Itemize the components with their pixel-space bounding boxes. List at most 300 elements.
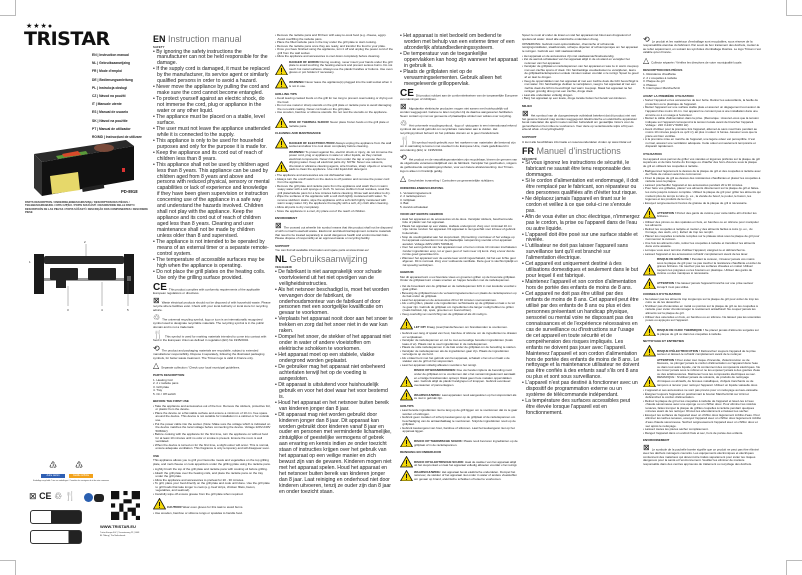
subsection-heading: GRILLING TIPS <box>275 91 297 96</box>
list-item: 3. Grill plate <box>153 384 170 389</box>
list-item: • Use wooden, bamboo or silicone utensils. Do not rest the utensils on the appliance. <box>275 111 393 115</box>
warning-label: WARNING! <box>289 149 305 154</box>
instruction-list <box>153 379 271 397</box>
warning-triangle-icon <box>643 278 657 290</box>
list-item: • This appliance is only to be used for household purposes and only for the purpose it is made for. <box>153 139 271 151</box>
warning-block <box>643 325 761 337</box>
warning-text <box>657 282 761 289</box>
column-nl-fr <box>522 34 640 417</box>
list-item: 5. On / Off switch <box>153 391 176 396</box>
warning-block <box>643 359 761 387</box>
symbol-icon: △ <box>400 174 407 184</box>
warning-text <box>414 440 518 447</box>
subsection-heading: NETTOYAGE ET ENTRETIEN <box>643 339 684 344</box>
list-item: • L'utilisateur ne doit pas laisser l'appareil sans surveillance tant qu'il est branché sur l'alimentation électrique. <box>522 244 640 262</box>
list-item: • Haal het apparaat en de accessoires uit de doos. Verwijder stickers, beschermende folie of plastic van het apparaat. <box>400 218 518 225</box>
recycle-icon: ♳ <box>75 460 84 470</box>
warning-block <box>275 117 393 129</box>
company-address: Tristar Europe B.V. | Tramsteeweg 22 | 5048 BL Tilburg | The Netherlands <box>100 532 140 537</box>
warning-label: ATTENTION ! <box>657 281 676 286</box>
website-url: WWW.TRISTAR.EU <box>100 524 136 529</box>
list-item: • Veeg de oppervlakken van het apparaat af met een zachte doek die licht bevochtigd is met water. Om hardnekkige vlekken te verwijderen, veegt u het apparaat af met een zachte doek die licht is bevochtigd met warm zeepsop. Maak het apparaat na het reinigen grondig droog met een zachte, droge doek. <box>522 80 640 94</box>
warning-triangle-icon <box>643 345 657 357</box>
warning-triangle-icon <box>275 64 289 76</box>
list-item: • Afin de vous éviter un choc électrique, n'immergez pas le cordon, la prise ou l'appareil dans de l'eau ou autre liquide. <box>522 215 640 233</box>
list-item: • Gebruik een tang of spatel van hout, bamboe of silicone om de ingrediënten te draaien en verplaatsen. <box>400 332 518 339</box>
warning-block <box>643 207 761 219</box>
warning-triangle-icon <box>275 77 289 89</box>
warning-text <box>657 212 761 219</box>
subsection-heading: GRILTIPS <box>400 403 414 408</box>
warning-triangle-icon <box>400 318 414 330</box>
list-item: • Remove the raclette pans once they are ready, and transfer the food to your plate. <box>275 45 393 49</box>
list-item: • Vet de bovenkant van de grillplaat en de raclettepannen licht in met kookolie voordat u gaat grillen. <box>400 285 518 292</box>
symbol-note <box>400 120 518 135</box>
list-item: • Plaats de grillplaten niet op de verwarmingselementen. Gebruik alleen het meegeleverde grilloppervlak. <box>400 70 518 88</box>
list-item: • By ignoring the safety instructions the manufacturer can not be held responsible for the damage. <box>153 50 271 68</box>
symbol-icon: ⟲ <box>153 343 160 353</box>
list-item: • When the device is turned on for the first time, a slight odour will occur. This is normal, ensure adequate ventilation. This fragrance is only temporary and will disappear soon. <box>153 444 271 451</box>
list-item: • Als het netsnoer beschadigd is, moet het worden vervangen door de fabrikant, de onderhoudsmonteur van de fabrikant of door personen met een soortgelijke kwalificatie om gevaar te voorkomen. <box>275 288 393 318</box>
warning-triangle-icon <box>400 456 414 468</box>
tuv-seal-icon <box>84 493 93 502</box>
list-item: • Mettez l'appareil sur une surface stable plate et assurez un dégagement tout autour de l'appareil d'au moins 10 cm. Cet appareil ne convient pas à une installation dans une armoire ou à un usage à l'extérieur. <box>643 106 761 117</box>
symbol-note <box>153 331 271 343</box>
warning-body: Haal de stekker van het apparaat altijd uit het stopcontact en laat het apparaat volledig afkoelen voordat u het reinigt. <box>414 459 518 468</box>
instruction-list <box>643 389 761 435</box>
instruction-list <box>153 405 271 451</box>
symbol-icon: ⊠ <box>400 102 407 112</box>
list-item: • Place the filled raclette pans in the tray under the grill plate to start cooking. <box>275 41 393 45</box>
symbol-icon: CE <box>400 87 414 99</box>
language-item: ES | Manual de usuario <box>92 110 129 115</box>
list-item: • Het apparaat moet op een stabiele, vlakke ondergrond worden geplaatst. <box>275 353 393 365</box>
paragraph: This appliance allows you to grill your favourite meats and vegetables on the top grilling plate, and melt cheese or cook appetizers under the grilling plate using the raclette pans. <box>153 458 271 466</box>
recycle-icon: ♳ <box>49 460 58 470</box>
warning-triangle-icon <box>275 137 289 149</box>
list-item: • Lorsque vous avez terminé d'utiliser l'appareil, éteignez-le et débranchez-le. <box>643 249 761 253</box>
language-list <box>92 51 142 141</box>
symbol-icon: ⊠ <box>153 296 160 306</box>
paragraph: You can find all available information and spare parts at www.tristar.eu! <box>275 248 369 253</box>
warning-text <box>657 359 761 387</box>
list-item: 2. 2 x coupelles à raclette <box>643 75 678 80</box>
crop-mark <box>786 560 802 561</box>
list-item: • Allow the appliance and accessories to cool down completely before cleaning. <box>275 55 393 59</box>
list-item: • Laissez l'appareil et les accessoires refroidir complètement avant de les laver. <box>643 253 761 257</box>
language-code: NL <box>275 254 287 265</box>
list-item: • Avoid leaving cooked foods on the grill for too long to prevent overcooking or drying out the food. <box>275 97 393 104</box>
list-item: • The appliance must be placed on a stable, level surface. <box>153 115 271 127</box>
warning-text <box>289 151 393 172</box>
list-item: • Voor het eerst gebruik van het apparaat moet u het ten minste 10 minuten inschakelen zonder ingrediënten erop, tot er geen geur of rook meer vrij komt. Zorg ervoor dat de ruimte goed geventileerd is. <box>400 246 518 257</box>
symbol-text: Het symbool van de doorgestreepte vuilnisbak betekent dat dit product niet met het gewone huisvuil mag worden weggegooid. Elektronische en elektrische apparatuur bevat materialen die apart moeten worden behandeld om gevaarlijke risico's voor de gezondheid en het milieu te voorkomen. Voer deze op verantwoorde wijze af bij een erkend afval- of recyclingbedrijf. <box>522 113 638 132</box>
list-item: 4. Tray <box>153 388 163 393</box>
instruction-list <box>400 409 518 434</box>
warning-text <box>414 369 518 387</box>
warning-label: RISQUE D'ÉLECTROCUTION ! <box>657 348 700 353</box>
warning-label: WARNING! <box>289 80 305 85</box>
instruction-list <box>400 192 518 210</box>
warning-body: To protect against fire, electric shock or injury, do not immerse the power cord, plug or appliance in water or other liquids, as they contain electrical components. Never rinse them under the tap or expose them to dripping water. Keep all electrical parts dry. NOTE: Never use solvents, chemical or abrasive cleaning agents, wire brushes, sharp objects or scouring pads to clean the appliance. Use mild liquid dish detergent. <box>289 149 393 172</box>
language-item: IT | Manuale utente <box>92 102 122 107</box>
subheading: VEILIGHEID <box>275 265 292 270</box>
paragraph: OPMERKING: Gebruik nooit oplosmiddelen, chemische of schurende reinigingsmiddelen, staalborstels, scherpe objecten of schuursponsjes om het apparaat te reinigen. Gebruik een mild vaatwasmiddel. <box>522 41 638 53</box>
subsection-heading: UTILISATION <box>643 152 662 157</box>
manual-title: Gebruiksaanwijzing <box>289 254 368 265</box>
warning-text <box>289 81 393 88</box>
symbol-icon: ⊠ <box>522 108 529 118</box>
recycle-label-blue: Autre carton <box>41 474 65 478</box>
parts-description-header: PARTS DESCRIPTION / ONDERDELENBESCHRIJVING / DESCRIPTION DES PIÈCES / TEILEBESCHREIBUNG / OPIS CZĘŚCI / POPIS SOUČÁSTÍ / DESCRIZIONE DELLE PARTI / DESCRIPCIÓN DE LAS PIEZAS / POPIS SÚČASTÍ / DESCRIÇÃO DOS COMPONENTES / DESCRIERE PIESE <box>25 201 148 215</box>
list-item: • Houd het apparaat en het netsnoer buiten bereik van kinderen jonger dan 8 jaar. <box>275 401 393 413</box>
subsection-heading: REINIGING EN ONDERHOUD <box>400 450 442 455</box>
warning-label: RISQUE DE BRÛLURE ! <box>657 257 691 262</box>
warning-body: Doe uw handen tijdens de bereiding nooit onder de grillplaat om te voorkomen dat u het verwarmingselement aanraakt en ernstige brandwonden oploopt. Raak geen hete metalen oppervlakken aan. Gebruik altijd de plastic handgrepen of knoppen. Gebruik eventueel ovenwanten of pannenlappen. <box>414 368 516 387</box>
warning-body: Always unplug the appliance from the wall socket and allow it to cool down completely before cleaning. <box>289 140 392 149</box>
list-item: • The user must not leave the appliance unattended while it is connected to the supply. <box>153 127 271 139</box>
crop-mark <box>786 0 787 16</box>
list-item: • Remove the grill plate and raclette pans from the appliance and wash them in warm soapy water with a soft sponge or cloth. To remove stubborn food residues, soak the grill plate/raclette pans for a few minutes before cleaning. Rinse well and allow to dry. <box>275 185 393 196</box>
list-item: 3. Plaque de gril <box>643 79 665 84</box>
recycle-note: Emballage recyclable. Triez vos emballages / Consultez les consignes de tri de votre commune <box>33 480 109 482</box>
list-item: • Verplaats het apparaat nooit door aan het snoer te trekken en zorg dat het snoer niet in de war kan raken. <box>275 317 393 335</box>
symbol-text: Le symbole de la poubelle barrée signifie que ce produit ne peut pas être éliminé avec les déchets ménagers courants. Les équipements électroniques et électriques contiennent des matériaux qui doivent être traités séparément pour éviter les risques dangereux pour la santé et l'environnement. Veuillez les éliminer de manière responsable dans des centres approuvés de traitement ou recyclage des déchets. <box>643 447 759 466</box>
symbol-text: Het universele recyclingsymbool, -logo of -pictogram is een internationaal erkend symbool dat wordt gebruikt om recyclebare materialen aan te duiden. Het recyclingsymbool behoort tot het publieke domein en is geen handelsmerk. <box>400 123 517 135</box>
warning-block <box>275 137 393 149</box>
warning-text <box>289 61 393 75</box>
symbol-note <box>153 362 271 370</box>
list-item: • Berg het apparaat op een koele, droge locatie buiten het bereik van kinderen. <box>522 97 640 101</box>
list-item: • Verwijder de raclettepannen als de ingrediënten gaar zijn. Plaats de ingrediënten vervolgens op uw bord. <box>400 350 518 357</box>
warning-block <box>400 389 518 401</box>
instruction-list <box>643 221 761 256</box>
list-item: • Ne déplacez jamais l'appareil en tirant sur le cordon et veillez à ce que celui-ci ne s'enroule pas. <box>522 197 640 215</box>
section-heading <box>522 146 640 156</box>
symbol-icon: ♲ <box>153 313 161 323</box>
warning-label: ATTENTION ! <box>657 210 676 215</box>
symbol-note <box>643 444 761 466</box>
list-item: 5. Aan/uit-schakelaar <box>400 204 429 209</box>
symbol-text: This product complies with conformity requirements of the applicable European regulations or directives. <box>153 287 260 295</box>
list-item: • Plaats het apparaat op een vlakke, stabiele ondergrond. Zorg voor minimaal 10 cm vrije ruimte rondom het apparaat. Dit apparaat is niet geschikt voor inbouw of gebruik buitenshuis. <box>400 225 518 236</box>
manual-title: Manuel d'instructions <box>536 145 621 156</box>
list-item: • Dit apparaat is uitsluitend voor huishoudelijk gebruik en voor het doel waar het voor bestemd is. <box>275 383 393 401</box>
list-item: • Placez les coupelles à raclette remplies sur le plateau situé sous la plaque de gril pour commencer la cuisson. <box>643 235 761 242</box>
list-item: • De temperatuur van de toegankelijke oppervlakken kan hoog zijn wanneer het apparaat in gebruik is. <box>400 52 518 70</box>
list-item: • Als u klaar bent met het gebruik van het apparaat, schakelt u het uit en haalt u de stekker van de grill uit het stopcontact. <box>400 357 518 364</box>
warning-block <box>275 77 393 89</box>
symbol-text: Afgedankte elektrische producten mogen niet samen met huishoudelijk vuil worden weggegooid. Gelieve te laten recyclen bij de daartoe aangewezen faciliteiten. Neem contact op met uw gemeente of plaatselijke winkel voor advies over recycling. <box>400 106 514 118</box>
warning-block <box>275 61 393 75</box>
warning-block <box>400 470 518 482</box>
warning-triangle-icon <box>643 264 657 276</box>
symbol-note <box>275 222 393 241</box>
symbol-text: Dit product voldoet aan de conformiteitseisen van de toepasselijke Europese verordeningen of richtlijnen. <box>400 93 518 101</box>
subheading: SÉCURITÉ <box>522 156 537 161</box>
symbol-note <box>522 110 640 132</box>
manual-title: Instruction manual <box>168 34 242 44</box>
list-item: • Het apparaat is niet bedoeld om bediend te worden met behulp van een externe timer of een afzonderlijk afstandbedieningssysteem. <box>400 34 518 52</box>
warning-triangle-icon <box>275 117 289 129</box>
list-item: • Once you have finished using the appliance, turn it off and unplug the power cord of the grill from the wall socket. <box>275 48 393 55</box>
list-item: • Attach the grill plate over the heating coils, and place the raclette pans on the tray under the grill plate. <box>153 472 271 479</box>
warning-text <box>414 394 518 401</box>
list-item: • Stop de voedingskabel aan het stopcontact. (Opmerking: controleer of het voltage op het apparaat overeenkomt met de plaatselijke netspanning voordat u het apparaat aansluit. Voltage 220V-240V 50/60Hz) <box>400 236 518 247</box>
list-item: • Sortez l'appareil et les accessoires de leur boîte. Retirez les autocollants, la feuille de protection ou le plastique de l'appareil. <box>643 99 761 106</box>
warning-triangle-icon <box>275 161 289 173</box>
warning-body: Ne laissez jamais l'appareil branché sur une prise secteur lorsqu'il n'est pas utilisé. <box>657 281 754 289</box>
paragraph: U kunt alle beschikbare informatie en reserveonderdelen vinden op www.tristar.eu! <box>522 139 632 144</box>
warning-label: DANGER OF BURNS! <box>289 59 320 64</box>
warning-text <box>657 350 761 357</box>
list-item: • Do not use metal or sharp utensils on the grill plate or raclette pans to avoid damaging the non-stick coating. Never cut foods on the grill plate. <box>275 104 393 111</box>
food-safe-icon: 🍴 <box>64 491 76 501</box>
instruction-list <box>400 332 518 367</box>
triman-info-icon <box>30 510 82 524</box>
symbol-note <box>153 314 271 329</box>
list-item: • De gebruiker mag het apparaat niet onbeheerd achterlaten terwijl het op de voeding is aangesloten. <box>275 365 393 383</box>
language-code: EN <box>153 34 166 44</box>
column-fr <box>643 34 761 468</box>
warning-block <box>153 498 271 510</box>
paragraph: Cet appareil vous permet de griller vos viandes et légumes préférés sur la plaque de gril supérieure et de faire fondre du fromage ou chauffer des hors-d'œuvre sous la plaque de gril en utilisant les coupelles à raclette. <box>643 156 760 168</box>
list-item: • Keep the appliance and its cord out of reach of children less than 8 years. <box>153 151 271 163</box>
list-item: • Fixez la plaque de gril au-dessus des résistances chauffantes et placez les coupelles à raclette sous la plaque. <box>643 177 761 184</box>
symbol-text: Separate collection / Check your local municipal guidelines. <box>161 365 241 370</box>
triman-info-icon <box>30 530 82 544</box>
list-item: • Allow all parts to dry completely. <box>275 206 393 210</box>
list-item: • Ne laissez pas les aliments trop longtemps sur la plaque de gril pour éviter de trop les cuire ou de les dessécher. <box>643 298 761 305</box>
subsection-heading: ENVIRONNEMENT <box>643 438 670 443</box>
section-heading <box>153 34 271 44</box>
list-item: 1. Résistance chauffante <box>643 72 676 77</box>
crop-mark <box>15 560 16 575</box>
list-item: • Verwijder de grillplaat en raclettepannen van het apparaat en was ze in warm zeepsop met een zachte spons of doek. Om hardnekkige voedselresten te verwijderen, laat u de grillplaat/raclettepannen enkele minuten weken voordat u ze reinigt. Spoel ze goed af en laat ze drogen. <box>522 65 640 79</box>
weee-bin-icon: ⊠ <box>29 491 37 501</box>
safety-list <box>275 270 393 496</box>
list-item: • Remove the raclette pans and fill them with easy-to-cook food (e.g. cheese, eggs). Avoid overfilling the raclette pans. <box>275 34 393 41</box>
list-item: • Retirez la plaque de gril et les coupelles à raclette de l'appareil et lavez-les à l'eau chaude savonneuse avec une éponge ou un chiffon doux. Pour éliminer les résidus tenaces, faites tremper la plaque de gril/les coupelles à raclette pendant quelques minutes avant de les nettoyer. Rincez-les abondamment et laissez-les sécher. <box>643 400 761 414</box>
paragraph: Met dit apparaat kunt u uw favoriete vlees en groenten grillen op de bovenste grillplaat. Onder de grillplaat kunt u kaas smelten en hapjes bereiden met de raclettepannen. <box>400 274 516 283</box>
warning-label: WAARSCHUWING: <box>414 392 441 397</box>
warning-body: Het apparaat bevat elektrische onderdelen. Dompel het netsnoer, de stekker of het apparaat niet onder in water of andere vloeistoffen om gevaar op brand, elektrische schokken of letsel te voorkomen. <box>414 469 518 481</box>
subsection-heading: ONDERDELENBESCHRIJVING <box>400 186 444 191</box>
warning-triangle-icon <box>643 376 657 388</box>
instruction-list <box>643 73 761 91</box>
warning-text <box>414 326 508 330</box>
warning-body: Never place frozen foods on the grill plate or raclette pans. <box>289 120 389 128</box>
warning-block <box>643 278 761 290</box>
warning-body: Wear oven gloves for this task to avoid burns. <box>182 505 244 510</box>
warning-body: Laat apparaten nooit aangesloten op het stopcontact als ze niet in gebruik zijn. <box>414 392 517 401</box>
list-item: • Cet appareil est uniquement destiné à des utilisations domestiques et seulement dans le but pour lequel il est fabriqué. <box>522 262 640 280</box>
list-item: 3. Grillplaat <box>400 197 416 202</box>
symbol-text: Gescheiden inzameling / Controleer uw gemeentelijke richtlijnen. <box>408 178 495 183</box>
symbol-text: The universal recycling symbol, logo or icon is an internationally recognized symbol used to designate recyclable materials. The recycling symbol is in the public domain and is not a trademark. <box>153 317 264 329</box>
list-item: • The appliance is not intended to be operated by means of an external timer or a separate remote-control system. <box>153 240 271 258</box>
column-en <box>153 34 271 517</box>
list-item: • N'utilisez pas d'ustensiles en métal ou pointus sur la plaque de gril ou les coupelles à raclette pour éviter d'endommager le revêtement antiadhésif. Ne coupez jamais les aliments sur la plaque de gril. <box>643 305 761 316</box>
list-item: • Gebruik keukengerei van hout, bamboe of siliconen. Laat het keukengerei niet op het apparaat liggen. <box>400 427 518 434</box>
list-item: • Put the power cable into the socket. (Note: Make sure the voltage which is indicated on the device matches the local voltage before connecting the device. Voltage 220V-240V 50/60Hz) <box>153 423 271 434</box>
recycling-icon: ♲ <box>54 491 63 501</box>
subsection-heading: VOOR HET EERSTE GEBRUIK <box>400 212 444 217</box>
list-item: • Do not place the grill plates on the heating coils. Use only the grilling surface provided. <box>153 270 271 282</box>
symbol-text: Waste electrical products should not be disposed of with household waste. Please recycle where facilities exist. Check with your local Authority or local store for recycling advice. <box>153 300 271 312</box>
subsection-heading: AVANT LA PREMIÈRE UTILISATION <box>643 93 694 98</box>
list-item: • L'appareil doit être posé sur une surface stable et nivelée. <box>522 233 640 245</box>
language-code: FR <box>522 145 534 156</box>
list-item: • Plaats de volle raclettepannen in de bak onder de grillplaat om de bereiding te starten. <box>400 346 518 350</box>
list-item: • Dompel het snoer, de stekker of het apparaat niet onder in water of andere vloeistoffen om elektrische schokken te voorkomen. <box>275 335 393 353</box>
list-item: • Gebruik geen metalen of scherp keukengerei op de grillplaat of de raclettepannen om beschadiging van de antiaanbaklaag te voorkomen. Snijd de ingrediënten nooit op de grillplaat. <box>400 416 518 427</box>
symbol-icon: △ <box>153 361 160 371</box>
language-item: RO/MD | Instrucțiuni de utilizare <box>92 135 142 140</box>
parts-diagram <box>28 238 140 318</box>
list-item: • The appliance and accessories are not dishwasher safe. <box>275 174 393 178</box>
warning-label: DANGER OF ELECTROCUTION! <box>289 140 335 145</box>
instruction-list <box>153 468 271 496</box>
language-item: PL | Instrukcja obsługi <box>92 85 128 90</box>
warning-triangle-icon <box>643 325 657 337</box>
warning-label: LET OP! <box>414 325 426 330</box>
ce-mark-icon: CE <box>39 491 52 501</box>
instruction-list <box>275 174 393 213</box>
language-item: FR | Mode d'emploi <box>92 69 123 74</box>
list-item: • The temperature of accessible surfaces may be high when the appliance is operating. <box>153 258 271 270</box>
diagram-label: 2 <box>84 240 86 244</box>
list-item: • Veeg overtollig vet voorzichtig van de grillplaat af als dit nodig is. <box>400 313 518 317</box>
warning-block <box>643 258 761 276</box>
subsection-heading: MILIEU <box>522 103 533 108</box>
subsection-heading: USE <box>153 453 160 458</box>
list-item: • Carefully wipe off excess grease from the grill plate when required. <box>153 493 271 497</box>
warning-label: RISICO OP ELEKTRISCHE SCHOK: <box>414 459 465 464</box>
warning-text <box>657 329 761 336</box>
symbol-text: The product and packaging materials are recyclable, subject to extended manufacturer responsibility. Dispose it separately, following the illustrated packaging symbols, for better waste treatment. The Triman logo is valid in France only. <box>153 348 265 360</box>
list-item: • This appliance shall not be used by children aged less than 8 years. This appliance can be used by children aged from 8 years and above and persons with reduced physical, sensory or mental capabilities or lack of experience and knowledge if they have been given supervision or instruction concerning use of the appliance in a safe way and understand the hazards involved. Children shall not play with the appliance. Keep the appliance and its cord out of reach of children aged less than 8 years. Cleaning and user maintenance shall not be made by children unless older than 8 and supervised. <box>153 163 271 240</box>
symbol-note <box>643 57 761 65</box>
list-item: • Het apparaat en de accessoires zijn niet vaatwasmachinebestendig. <box>522 55 640 59</box>
instruction-list <box>400 285 518 317</box>
list-item: 4. Bak <box>400 201 409 206</box>
symbol-icon: 🍴 <box>400 136 410 146</box>
symbol-text: This symbol is used for marking materials intended to come into contact with food in the European Union as defined in regulation (EC) No 1935/2004. <box>153 334 267 343</box>
list-item: • Cet appareil ne doit pas être utilisé par des enfants de moins de 8 ans. Cet appareil peut être utilisé par des enfants de 8 ans ou plus et des personnes présentant un handicap physique, sensoriel ou mental voire ne disposant pas des connaissances et de l'expérience nécessaires en cas de surveillance ou d'instructions sur l'usage de cet appareil en toute sécurité et de compréhension des risques impliqués. Les enfants ne doivent pas jouer avec l'appareil. Maintenez l'appareil et son cordon d'alimentation hors de portée des enfants de moins de 8 ans. Le nettoyage et la maintenance utilisateur ne doivent pas être confiés à des enfants sauf s'ils ont 8 ans ou plus et sont sous surveillance. <box>522 292 640 381</box>
list-item: • Always turn the on/off switch on the device to off position and remove the power cord from the appliance. <box>275 178 393 185</box>
language-item: SK | Návod na použitie <box>92 118 128 123</box>
list-item: • Retirez les coupelles à raclette et mettez-y des aliments faciles à cuire (p. ex., du fromage, des œufs, etc.). Évitez de trop les remplir. <box>643 228 761 235</box>
symbol-text: Le produit et les matériaux d'emballage sont recyclables, sous réserve de la responsabilité étendue du fabricant. Par souci de bon traitement des déchets, mettez-le au rebut séparément, en suivant les symboles d'emballage illustrés. Le logo Triman n'est valable qu'en France. <box>643 39 761 55</box>
list-item: • Laat bereide ingrediënten niet te lang op de grill liggen om te voorkomen dat ze te gaar worden of uitdrogen. <box>400 409 518 416</box>
instruction-list <box>153 512 271 516</box>
recycle-label-orange: Caddie & Boîte <box>69 474 93 478</box>
diagram-label: 5 <box>127 308 129 312</box>
list-item: • De fabrikant is niet aansprakelijk voor schade voortvloeiend uit het niet opvolgen van de veiligheidsinstructies. <box>275 270 393 288</box>
warning-body: Plaats nooit bevroren ingrediënten op de grillplaat of in de raclettepannen. <box>414 439 518 447</box>
model-number: PD-8918 <box>121 189 138 194</box>
warning-block <box>400 369 518 387</box>
symbol-icon: 🍴 <box>153 330 163 340</box>
list-item: • Never move the appliance by pulling the cord and make sure the cord cannot become entangled. <box>153 85 271 97</box>
list-item: • Wanneer het apparaat voor de eerste keer wordt ingeschakeld, zal het een lichte geur afgeven. Dit is normaal. Zorg voor voldoende ventilatie. Deze geur is slechts tijdelijk en zal spoedig verdwijnen. <box>400 257 518 268</box>
certification-symbols <box>29 491 76 502</box>
language-item: PT | Manual de utilizador <box>92 126 131 131</box>
list-item: • L'appareil et ses accessoires ne sont pas prévus pour un nettoyage au lave-vaisselle. <box>643 389 761 393</box>
symbol-text: Collecte séparée / Vérifiez les directives de votre municipalité locale. <box>651 60 743 65</box>
warning-body: Pour éviter tout risque d'incendie, d'électrocution ou de blessure, ne plongez jamais le cordon d'alimentation ou l'appareil dans l'eau ou dans tout autre liquide, car ils contiennent des composants électriques. Ne les rincez jamais sous le robinet et ne les exposez jamais à des gouttes d'eau ou des éclaboussures. Maintenez tous les composants électriques au sec. REMARQUE : N'utilisez jamais de solvants, de produits de nettoyage chimiques ou abrasifs, de brosses métalliques, d'objets tranchants ou de tampons à récurer pour nettoyer l'appareil. Utilisez un liquide vaisselle doux. <box>657 357 761 387</box>
safety-list <box>153 50 271 282</box>
list-item: • Laat alle onderdelen volledig drogen. <box>522 94 640 98</box>
list-item: 4. Plateau <box>643 82 657 87</box>
symbol-note <box>153 345 271 360</box>
symbol-icon: ⟲ <box>400 153 407 163</box>
list-item: 2. 2 x raclette pans <box>153 381 179 386</box>
list-item: • La température des surfaces accessibles peut être élevée lorsque l'appareil est en fonctionnement. <box>522 399 640 417</box>
list-item: • Essuyez soigneusement l'excès de graisse de la plaque de gril si nécessaire. <box>643 202 761 206</box>
diagram-label: 1 <box>29 260 31 264</box>
section-heading <box>275 254 393 264</box>
warning-label: ATTENTION ! <box>657 357 676 362</box>
list-item: • Laat het apparaat en de accessoires 20 tot 30 minuten voorverwarmen. <box>400 299 518 303</box>
instruction-list <box>522 55 640 101</box>
crop-mark <box>786 560 787 575</box>
warning-text <box>167 506 243 510</box>
symbol-text: Het product en de verpakkingsmaterialen zijn recyclebaar, binnen de grenzen van de uitgebreide verantwoordelijkheid van de fabrikant. Verwijder het gescheiden, volgens de geïllustreerde verpakkingssymbolen, voor een betere afvalverwerking. Het Triman-logo is alleen in Frankrijk geldig. <box>400 157 518 173</box>
list-item: • Take the appliance and accessories out of the box. Remove the stickers, protective foil, or plastic from the device. <box>153 405 271 412</box>
list-item: • Verwijder de raclettepannen en vul ze met eenvoudige bereiden ingrediënten (zoals kaas of ei). Plaats niet te veel ingrediënten in de raclettepannen. <box>400 339 518 346</box>
list-item: 2. 2 raclettepannen <box>400 194 426 199</box>
column-en-nl <box>275 34 393 496</box>
list-item: • To grill, place your food directly on the grill plate and cook until done. Use the grill plate to grill foods that take longer to cook (e.g. beef strips, chicken fillets, bacon, vegetables, and seafood). <box>153 482 271 493</box>
crop-mark <box>0 560 16 561</box>
crop-mark <box>15 0 16 16</box>
language-item: NL | Gebruiksaanwijzing <box>92 61 131 66</box>
warning-body: Portez des gants de cuisine pour cette tâche afin d'éviter les brûlures. <box>657 210 757 219</box>
list-item: • Essuyez les surfaces de l'appareil avec un chiffon doux légèrement imbibé d'eau. Pour éliminer les taches tenaces, essuyez l'appareil avec un chiffon doux légèrement imbibé d'eau chaude savonneuse. Séchez soigneusement l'appareil avec un chiffon doux et sec après le nettoyage. <box>643 414 761 428</box>
symbol-note <box>400 175 518 183</box>
subheading: SAFETY <box>153 45 165 49</box>
warning-label: RISICO OP THERMISCHE SCHOK: <box>414 439 463 444</box>
crop-mark <box>786 15 802 16</box>
warning-text <box>657 258 761 276</box>
warning-label: RISICO OP BRANDWONDEN: <box>414 368 456 373</box>
brand-logo: TRISTAR <box>24 28 110 50</box>
list-item: • Avant d'utiliser pour la première fois l'appareil, allumez-le sans nourriture pendant au moins 10 minutes jusqu'à ce qu'il n'y ait plus ni odeur ni fumée. Assurez-vous que la pièce est bien ventilée. <box>643 128 761 139</box>
list-item: • Lightly brush the top of the grill plate and raclette pans with cooking oil before grilling. <box>153 468 271 472</box>
warning-block <box>643 345 761 357</box>
subsection-heading: CONSEILS D'UTILISATION <box>643 292 681 297</box>
symbol-text: The crossed out wheelie bin symbol means that this product shall not be disposed of with normal household waste. Electronic and Electrical Equipment contains materials that need to be treated separately to avoid dangerous health and environmental risks. Please dispose of responsibly at an approved waste or recycling facility. <box>275 225 393 241</box>
warning-body: Ne placez jamais d'aliments surgelés sur la plaque de gril ou dans les coupelles à raclette. <box>657 328 759 336</box>
list-item: • Mettez le câble d'alimentation dans la prise. (Remarque : Assurez-vous que la tension indiquée sur l'appareil correspond à la tension locale avant de brancher l'appareil. Voltage : 220 V-240 V 50/60 Hz) <box>643 117 761 128</box>
list-item: 1. Heating Coil <box>153 377 173 382</box>
symbol-icon: ⊠ <box>643 443 650 453</box>
list-item: 1. Verwarmingselement <box>400 190 432 195</box>
symbol-text: Dit symbool wordt gebruikt voor het markeren van materialen die bestemd zijn om in aanraking te komen met voedsel in de Europese Unie, zoals gedefinieerd in verordening (EG) nr. 1935/2004. <box>400 140 516 152</box>
paragraph: Spoel ze nooit af onder de kraan en stel het apparaat niet bloot aan druppelend of spetterend water. Houd alle elektrische onderdelen droog. <box>522 33 631 41</box>
list-item: • Laissez préchauffer l'appareil et les accessoires pendant 20 à 30 minutes. <box>643 184 761 188</box>
list-item: • Une fois les aliments cuits, retirez les coupelles à raclette et transférez les aliments dans votre assiette. <box>643 242 761 249</box>
warning-triangle-icon <box>400 436 414 448</box>
symbol-note <box>400 87 518 102</box>
subsection-heading: BEFORE THE FIRST USE <box>153 399 189 404</box>
instruction-list <box>643 298 761 323</box>
subsection-heading: CLEANING AND MAINTENANCE <box>275 131 321 136</box>
instruction-list <box>275 34 393 59</box>
list-item: • Store the appliance in a cool, dry place out of the reach of children. <box>275 210 393 214</box>
